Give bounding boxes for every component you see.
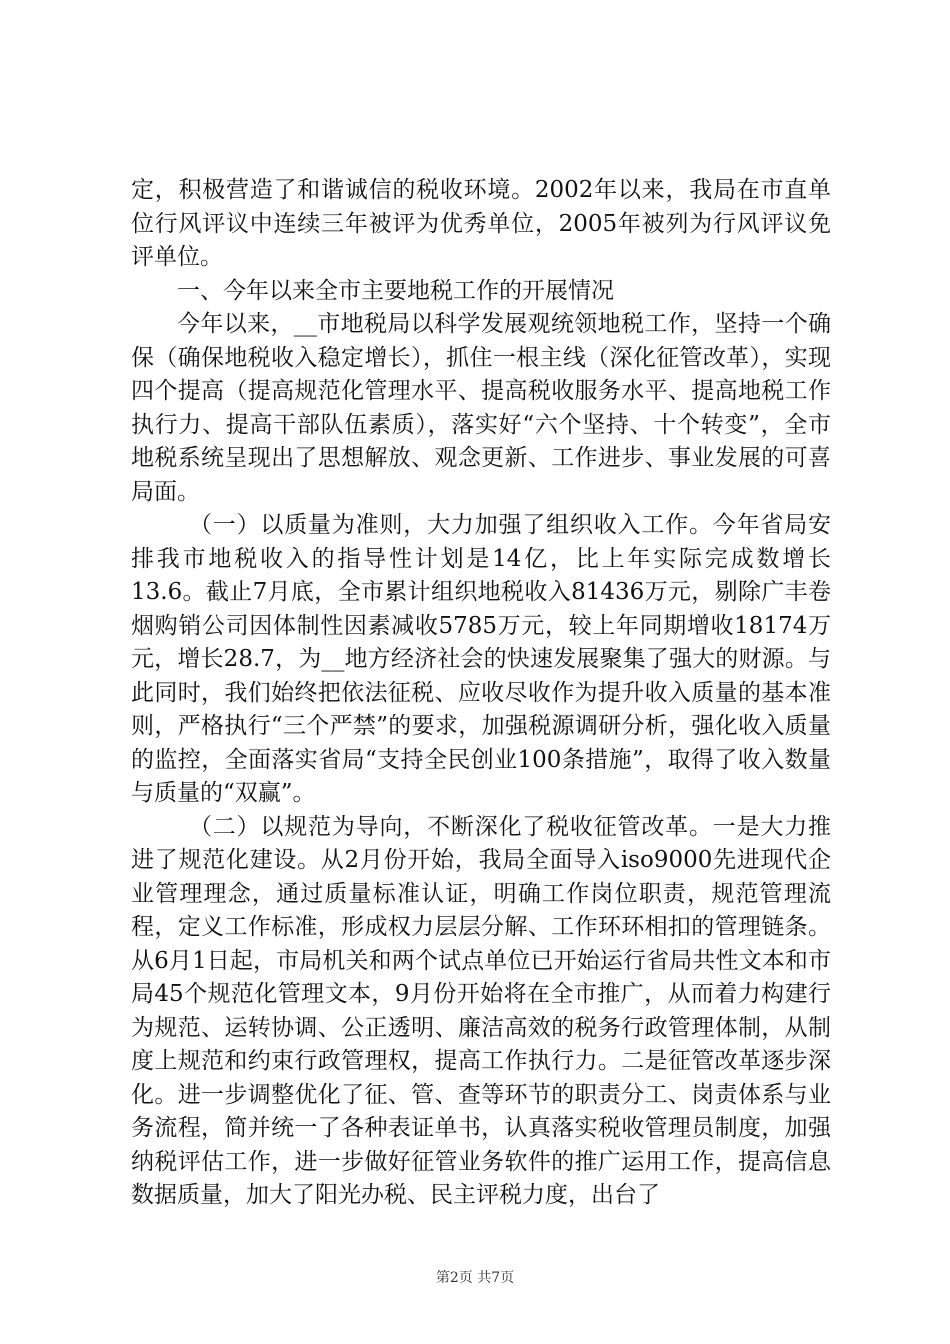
paragraph-continuation: 定，积极营造了和谐诚信的税收环境。2002年以来，我局在市直单位行风评议中连续三年被评为优秀单位，2005年被列为行风评议免评单位。 <box>131 177 831 270</box>
document-body <box>131 174 831 1213</box>
section-heading: 一、今年以来全市主要地税工作的开展情况 <box>177 277 614 304</box>
paragraph-revenue: （一）以质量为准则，大力加强了组织收入工作。今年省局安排我市地税收入的指导性计划是14亿，比上年实际完成数增长13.6。截止7月底，全市累计组织地税收入81436万元，剔除广丰卷烟购销公司因体制性因素减收5785万元，较上年同期增收18174万元，增长28.7，为__地方经济社会的快速发展聚集了强大的财源。与此同时，我们始终把依法征税、应收尽收作为提升收入质量的基本准则，严格执行“三个严禁”的要求，加强税源调研分析，强化收入质量的监控，全面落实省局“支持全民创业100条措施”，取得了收入数量与质量的“双赢”。 <box>131 512 831 806</box>
page-footer: 第2页 共7页 <box>435 1270 515 1286</box>
paragraph-overview: 今年以来，__市地税局以科学发展观统领地税工作，坚持一个确保（确保地税收入稳定增长），抓住一根主线（深化征管改革），实现四个提高（提高规范化管理水平、提高税收服务水平、提高地税工作执行力、提高干部队伍素质），落实好“六个坚持、十个转变”，全市地税系统呈现出了思想解放、观念更新、工作进步、事业发展的可喜局面。 <box>131 311 831 505</box>
paragraph-reform: （二）以规范为导向，不断深化了税收征管改革。一是大力推进了规范化建设。从2月份开始，我局全面导入iso9000先进现代企业管理理念，通过质量标准认证，明确工作岗位职责，规范管理流程，定义工作标准，形成权力层层分解、工作环环相扣的管理链条。从6月1日起，市局机关和两个试点单位已开始运行省局共性文本和市局45个规范化管理文本，9月份开始将在全市推广，从而着力构建行为规范、运转协调、公正透明、廉洁高效的税务行政管理体制，从制度上规范和约束行政管理权，提高工作执行力。二是征管改革逐步深化。进一步调整优化了征、管、查等环节的职责分工、岗责体系与业务流程，简并统一了各种表证单书，认真落实税收管理员制度，加强纳税评估工作，进一步做好征管业务软件的推广运用工作，提高信息数据质量，加大了阳光办税、民主评税力度，出台了 <box>131 813 831 1208</box>
